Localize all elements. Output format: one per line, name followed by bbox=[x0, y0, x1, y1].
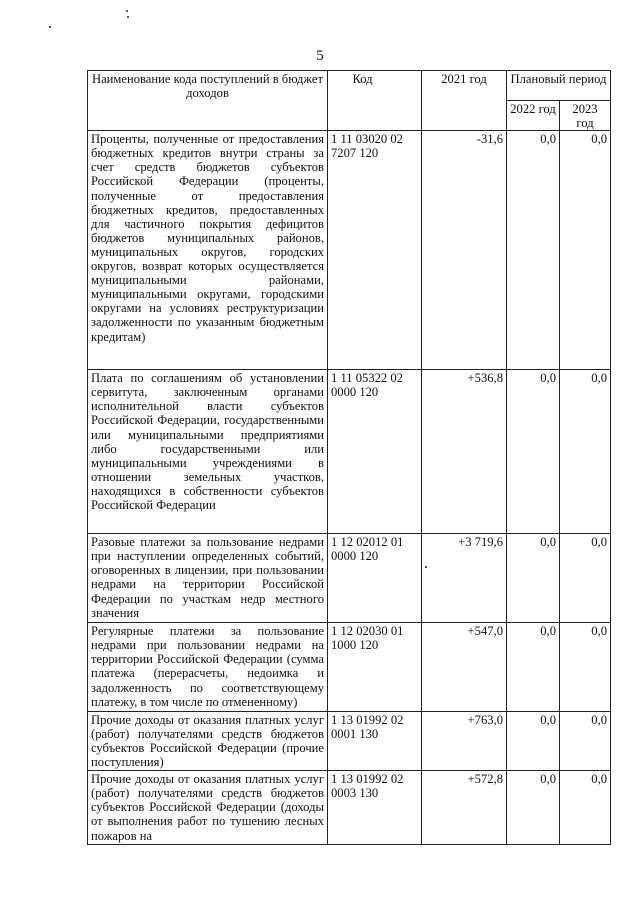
row-2023: 0,0 bbox=[560, 370, 611, 534]
row-name: Прочие доходы от оказания платных услуг (работ) получателями средств бюджетов субъектов Российской Федерации (прочие поступления) bbox=[88, 712, 328, 771]
table-header bbox=[88, 71, 611, 131]
row-name: Прочие доходы от оказания платных услуг (работ) получателями средств бюджетов субъектов Российской Федерации (доходы от выполнения работ по тушению лесных пожаров на bbox=[88, 771, 328, 845]
table-row bbox=[88, 370, 611, 534]
row-2023: 0,0 bbox=[560, 534, 611, 623]
row-2021: +536,8 bbox=[422, 370, 507, 534]
row-2021: +763,0 bbox=[422, 712, 507, 771]
row-2023: 0,0 bbox=[560, 771, 611, 845]
header-2023: 2023 год bbox=[560, 101, 611, 131]
row-2021: -31,6 bbox=[422, 131, 507, 370]
row-2021: +3 719,6 bbox=[422, 534, 507, 623]
row-name: Разовые платежи за пользование недрами при наступлении определенных событий, оговоренных в лицензии, при пользовании недрами на территории Российской Федерации по участкам недр местного значения bbox=[88, 534, 328, 623]
header-code-label: Код bbox=[352, 72, 373, 86]
row-2022: 0,0 bbox=[507, 623, 560, 712]
table-row bbox=[88, 534, 611, 623]
row-code: 1 13 01992 02 0001 130 bbox=[328, 712, 422, 771]
header-planned-period: Плановый период bbox=[507, 71, 611, 101]
row-code: 1 11 05322 02 0000 120 bbox=[328, 370, 422, 534]
row-2023: 0,0 bbox=[560, 131, 611, 370]
row-name: Плата по соглашениям об установлении сервитута, заключенным органами исполнительной власти субъектов Российской Федерации, государственными или муниципальными предприятиями либо государственными или муниципальными учреждениями в отношении земельных участков, находящихся в собственности субъектов Российской Федерации bbox=[88, 370, 328, 534]
header-2022: 2022 год bbox=[507, 101, 560, 131]
row-2021: +572,8 bbox=[422, 771, 507, 845]
table-body bbox=[88, 131, 611, 845]
table-row bbox=[88, 131, 611, 370]
header-code bbox=[328, 71, 422, 131]
row-code: 1 13 01992 02 0003 130 bbox=[328, 771, 422, 845]
table-row bbox=[88, 623, 611, 712]
row-code: 1 12 02030 01 1000 120 bbox=[328, 623, 422, 712]
row-2022: 0,0 bbox=[507, 131, 560, 370]
header-name: Наименование кода поступлений в бюджет доходов bbox=[88, 71, 328, 131]
header-2021: 2021 год bbox=[422, 71, 507, 131]
row-2023: 0,0 bbox=[560, 712, 611, 771]
row-code: 1 12 02012 01 0000 120 bbox=[328, 534, 422, 623]
revenue-table bbox=[87, 70, 611, 845]
table-row bbox=[88, 712, 611, 771]
row-2022: 0,0 bbox=[507, 534, 560, 623]
row-2022: 0,0 bbox=[507, 370, 560, 534]
row-2021: +547,0 bbox=[422, 623, 507, 712]
page-number: 5 bbox=[316, 48, 324, 64]
row-code: 1 11 03020 02 7207 120 bbox=[328, 131, 422, 370]
row-2023: 0,0 bbox=[560, 623, 611, 712]
row-name: Проценты, полученные от предоставления бюджетных кредитов внутри страны за счет средств бюджетов субъектов Российской Федерации (проценты, полученные от предоставления бюджетных кредитов, предоставленных для частичного покрытия дефицитов бюджетов муниципальных районов, муниципальных округов, городских округов, возврат которых осуществляется муниципальными районами, муниципальными округами, городскими округами на условиях реструктуризации задолженности по указанным бюджетным кредитам) bbox=[88, 131, 328, 370]
row-name: Регулярные платежи за пользование недрами при пользовании недрами на территории Российской Федерации (сумма платежа (перерасчеты, недоимка и задолженность по соответствующему платежу, в том числе по отмененному) bbox=[88, 623, 328, 712]
row-2022: 0,0 bbox=[507, 771, 560, 845]
row-2022: 0,0 bbox=[507, 712, 560, 771]
table-row bbox=[88, 771, 611, 845]
